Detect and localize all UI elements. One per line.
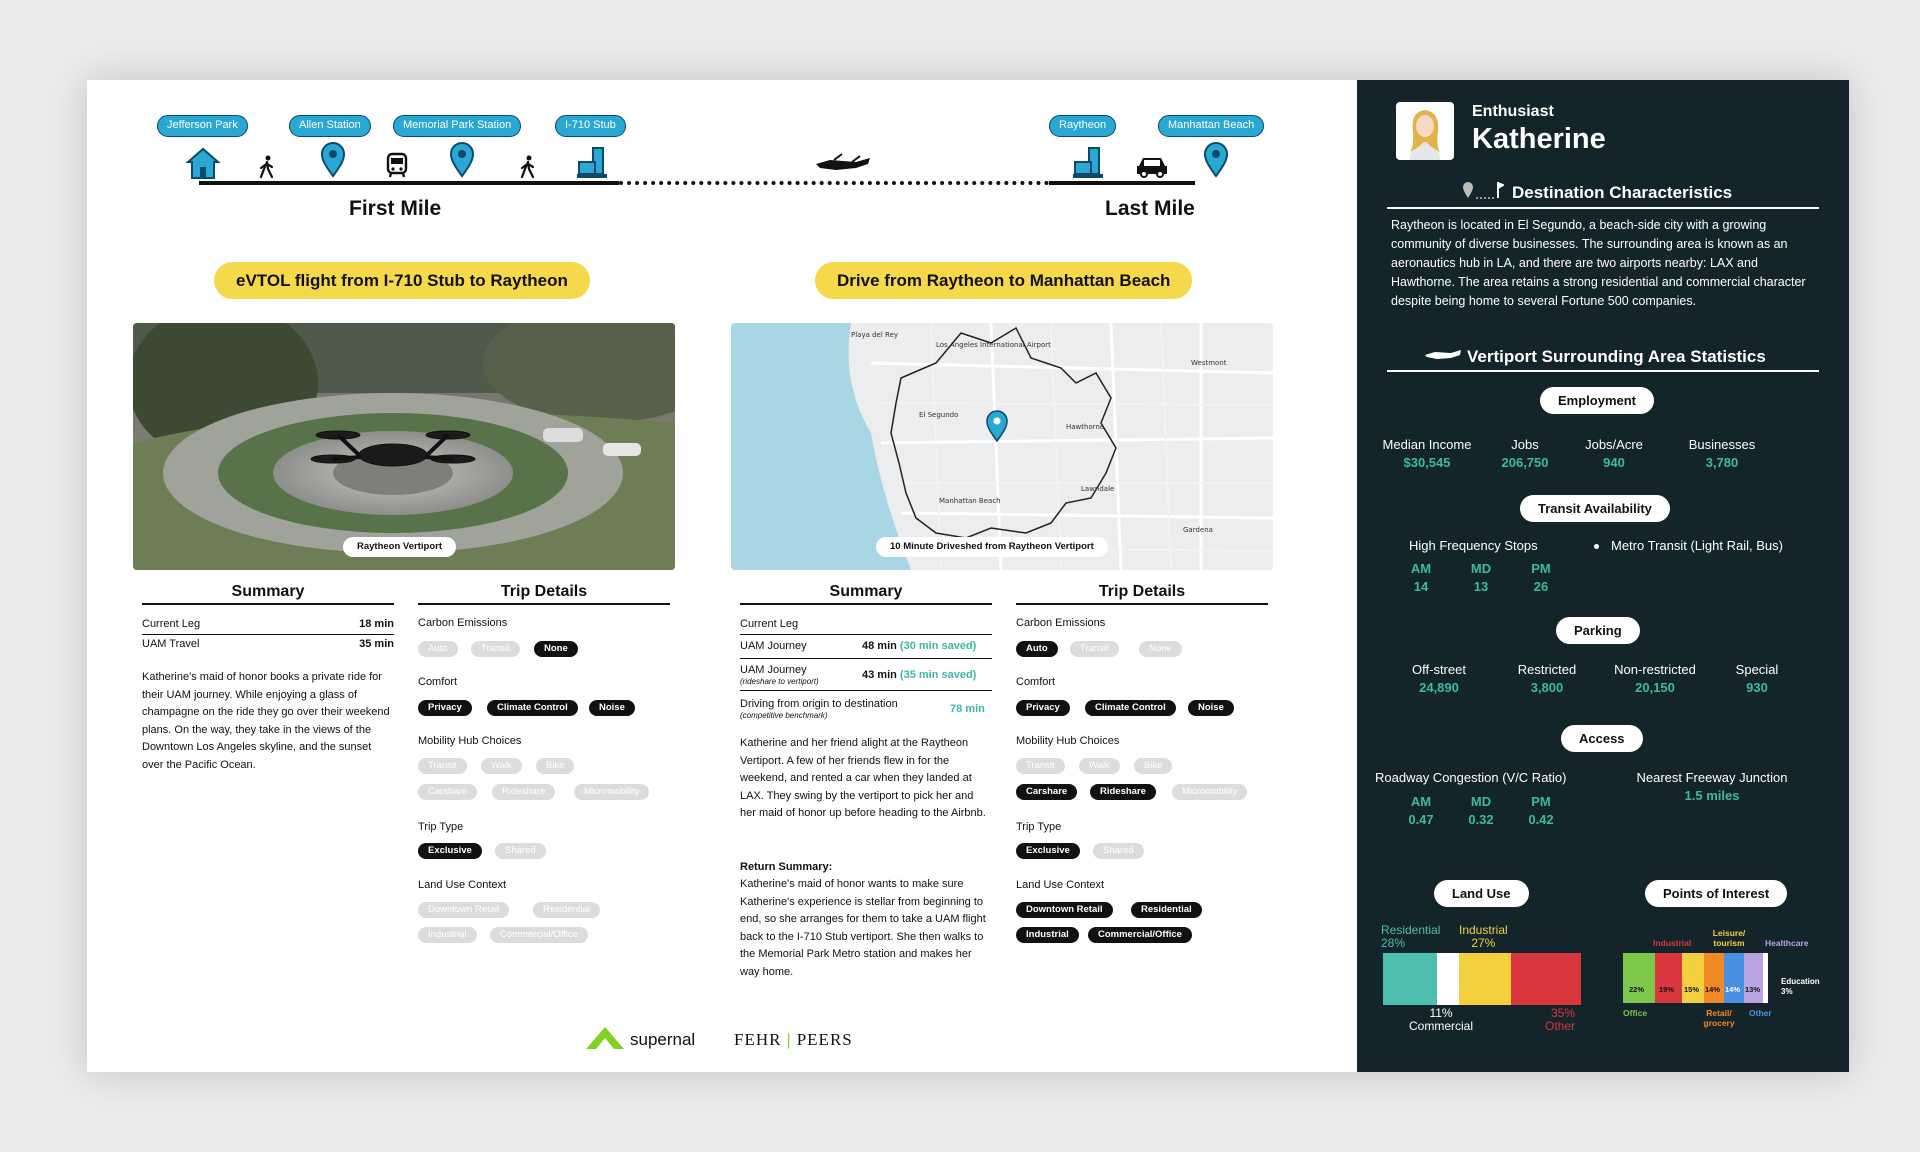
stat-label: Non-restricted [1614, 662, 1696, 677]
drive-chip-residential: Residential [1131, 902, 1202, 918]
poi-bar-leisure [1682, 953, 1704, 1003]
map-pin-icon-3 [1203, 142, 1229, 178]
drive-chip-commercial-office: Commercial/Office [1088, 927, 1192, 943]
map-label-lax: Los Angeles International Airport [936, 341, 1051, 349]
poi-other-label: Other [1749, 1008, 1772, 1018]
drive-chip-exclusive: Exclusive [1016, 843, 1080, 859]
uam-journey-value [862, 640, 976, 652]
drive-mobility-label: Mobility Hub Choices [1016, 735, 1120, 747]
chip-noise: Noise [589, 700, 635, 716]
parking-special [1717, 662, 1797, 695]
drive-chip-transit-2: Transit [1016, 758, 1065, 774]
period-label: AM [1410, 561, 1432, 576]
drive-current-leg: Current Leg [740, 618, 799, 630]
stop-i710-stub: I-710 Stub [555, 115, 626, 137]
chip-commercial-office: Commercial/Office [490, 927, 588, 943]
driving-note: (competitive benchmark) [740, 711, 828, 720]
stat-value: 20,150 [1635, 680, 1675, 695]
lu-bar-industrial [1459, 953, 1511, 1005]
stat-businesses [1672, 437, 1772, 470]
lu-other-pct: 35% [1550, 1006, 1576, 1020]
persona-panel [1357, 80, 1849, 1072]
stat-jobs-acre [1574, 437, 1654, 470]
chip-bike: Bike [536, 758, 574, 774]
uam-journey2-saved: (35 min saved) [899, 669, 977, 681]
parking-pill: Parking [1556, 617, 1640, 644]
first-mile-line [199, 181, 619, 185]
map-label-playa: Playa del Rey [851, 331, 899, 339]
summary-row-label: UAM Travel [142, 638, 200, 650]
poi-office-label: Office [1623, 1008, 1648, 1018]
freeway-value: 1.5 miles [1684, 788, 1740, 803]
drive-chip-carshare: Carshare [1016, 784, 1077, 800]
home-icon [185, 146, 221, 180]
persona-name: Katherine [1472, 123, 1606, 155]
poi-bar [1623, 953, 1777, 1003]
stats-heading: Vertiport Surrounding Area Statistics [1467, 347, 1766, 366]
transit-pill: Transit Availability [1520, 495, 1670, 522]
stat-value: 24,890 [1419, 680, 1459, 695]
bullet-dot [1594, 544, 1599, 549]
poi-bar-industrial [1655, 953, 1682, 1003]
document-sheet [87, 80, 1849, 1072]
chip-walk: Walk [481, 758, 522, 774]
return-heading: Return Summary: [740, 861, 833, 873]
drive-land-use-label: Land Use Context [1016, 879, 1105, 891]
poi-pct-other: 14% [1725, 985, 1741, 994]
stat-label: Jobs/Acre [1585, 437, 1643, 452]
period-value: 0.42 [1528, 812, 1554, 827]
land-use-label: Land Use Context [418, 879, 507, 891]
lu-residential-pct: 28% [1381, 936, 1406, 950]
period-label: PM [1531, 794, 1551, 809]
access-pm [1521, 794, 1561, 827]
map-label-hawthorne: Hawthorne [1066, 423, 1105, 431]
destination-rule [1387, 207, 1819, 209]
drive-comfort-label: Comfort [1016, 676, 1056, 688]
employment-pill: Employment [1540, 387, 1654, 414]
period-label: PM [1531, 561, 1551, 576]
drive-chip-climate-control: Climate Control [1085, 700, 1176, 716]
high-frequency-label: High Frequency Stops [1409, 538, 1538, 553]
drive-trip-details-heading: Trip Details [1016, 583, 1268, 605]
access-pill: Access [1561, 725, 1643, 752]
poi-education-label [1781, 977, 1820, 997]
chip-rideshare: Rideshare [492, 784, 555, 800]
chip-residential: Residential [533, 902, 600, 918]
stop-manhattan-beach: Manhattan Beach [1158, 115, 1264, 137]
vertiport-icon-2 [1071, 144, 1105, 180]
chip-climate-control: Climate Control [487, 700, 578, 716]
period-value: 0.32 [1468, 812, 1494, 827]
drive-trip-type-label: Trip Type [1016, 821, 1062, 833]
lu-residential-label [1381, 924, 1440, 950]
chip-shared: Shared [495, 843, 546, 859]
stat-label: Off-street [1412, 662, 1466, 677]
trip-type-label: Trip Type [418, 821, 464, 833]
drive-chip-rideshare: Rideshare [1090, 784, 1156, 800]
map-caption: 10 Minute Driveshed from Raytheon Vertiport [876, 537, 1108, 557]
driving-label: Driving from origin to destination [740, 698, 898, 710]
uam-journey2-value [862, 669, 976, 681]
access-am [1401, 794, 1441, 827]
stat-label: Restricted [1517, 662, 1577, 677]
poi-pill: Points of Interest [1645, 880, 1787, 907]
drive-chip-shared: Shared [1093, 843, 1144, 859]
stat-jobs [1485, 437, 1565, 470]
bus-icon [386, 152, 408, 178]
poi-pct-healthcare: 13% [1745, 985, 1761, 994]
chip-downtown-retail: Downtown Retail [418, 902, 509, 918]
stat-value: 940 [1603, 455, 1625, 470]
poi-bar-retail [1704, 953, 1724, 1003]
drive-chip-privacy: Privacy [1016, 700, 1070, 716]
poi-healthcare-label: Healthcare [1765, 938, 1809, 948]
lu-other-name: Other [1545, 1019, 1576, 1033]
freeway-junction [1612, 770, 1812, 803]
transit-am [1401, 561, 1441, 594]
fehr-peers-mark: | [781, 1030, 797, 1049]
poi-pct-office: 22% [1629, 985, 1645, 994]
period-label: MD [1470, 561, 1492, 576]
chip-transit: Transit [418, 758, 467, 774]
uam-journey-minutes: 48 min [862, 640, 897, 652]
period-label: MD [1470, 794, 1492, 809]
summary-paragraph: Katherine's maid of honor books a private ride for their UAM journey. While enjoying a glass of champagne on the ride they go over their weekend plans. On the way, they take in the views of the Downtown Los Angeles skyline, and the sunset over the Pacific Ocean. [142, 671, 390, 771]
poi-pct-leisure: 15% [1684, 985, 1700, 994]
poi-bar-healthcare [1744, 953, 1763, 1003]
carbon-label: Carbon Emissions [418, 617, 508, 629]
drive-chip-bike: Bike [1134, 758, 1172, 774]
lu-bar-other [1511, 953, 1581, 1005]
stat-value: 3,800 [1530, 680, 1564, 695]
land-use-bar [1383, 953, 1581, 1005]
freeway-label: Nearest Freeway Junction [1636, 770, 1788, 785]
stop-jefferson-park: Jefferson Park [157, 115, 248, 137]
supernal-logo-icon [584, 1023, 626, 1051]
summary-row-uam-travel [142, 638, 394, 650]
drive-chip-walk: Walk [1079, 758, 1120, 774]
stat-label: Special [1735, 662, 1779, 677]
flight-dashed-line [619, 181, 1049, 185]
map-label-manhattan: Manhattan Beach [939, 497, 1001, 505]
lu-commercial-pct: 11% [1429, 1006, 1453, 1020]
drive-divider-2 [740, 658, 992, 659]
destination-paragraph: Raytheon is located in El Segundo, a beach-side city with a growing community of diverse businesses. The surrounding area is known as an aeronautics hub in LA, and there are two airports nearby: LAX and Hawthorne. The area retains a strong residential and commercial character despite being home to several Fortune 500 companies. [1391, 218, 1806, 308]
poi-education-name: Education [1781, 977, 1820, 986]
uam-journey-label: UAM Journey [740, 640, 807, 652]
poi-bar-education [1763, 953, 1768, 1003]
vertiport-icon [575, 144, 609, 180]
chip-transit: Transit [471, 641, 520, 657]
poi-leisure-label: Leisure/ tourism [1712, 928, 1746, 948]
stat-value: $30,545 [1403, 455, 1451, 470]
stop-memorial-park: Memorial Park Station [393, 115, 521, 137]
period-value: 26 [1533, 579, 1549, 594]
chip-none: None [534, 641, 578, 657]
uam-journey-saved: (30 min saved) [899, 640, 977, 652]
lu-bar-commercial [1437, 953, 1459, 1005]
drive-chip-downtown-retail: Downtown Retail [1016, 902, 1113, 918]
drive-chip-micromobility: Micromobility [1172, 784, 1247, 800]
period-value: 14 [1413, 579, 1429, 594]
chip-industrial: Industrial [418, 927, 477, 943]
avatar [1396, 102, 1454, 160]
chip-carshare: Carshare [418, 784, 477, 800]
drive-chip-auto: Auto [1016, 641, 1058, 657]
lu-commercial-label [1409, 1007, 1473, 1033]
drive-chip-noise: Noise [1188, 700, 1234, 716]
lu-commercial-name: Commercial [1409, 1019, 1474, 1033]
land-use-pill: Land Use [1434, 880, 1529, 907]
lu-industrial-label [1459, 924, 1508, 950]
poi-bar-other [1724, 953, 1744, 1003]
stat-value: 206,750 [1501, 455, 1549, 470]
period-label: AM [1410, 794, 1432, 809]
chip-micromobility: Micromobility [574, 784, 649, 800]
parking-non-restricted [1600, 662, 1710, 695]
driving-value: 78 min [950, 703, 985, 715]
summary-row-value: 35 min [359, 638, 394, 650]
drive-chip-industrial: Industrial [1016, 927, 1079, 943]
poi-bar-office [1623, 953, 1655, 1003]
summary-row-label: Current Leg [142, 618, 201, 630]
poi-education-pct: 3% [1781, 987, 1793, 996]
map-label-gardena: Gardena [1183, 526, 1213, 534]
chip-exclusive: Exclusive [418, 843, 482, 859]
supernal-logo: supernal [630, 1030, 696, 1049]
last-mile-label: Last Mile [1105, 197, 1195, 220]
summary-row-value: 18 min [359, 618, 394, 630]
parking-restricted [1497, 662, 1597, 695]
map-pin-icon-2 [449, 142, 475, 178]
stat-label: Median Income [1382, 437, 1472, 452]
poi-industrial-label: Industrial [1653, 938, 1692, 948]
evtol-aircraft-icon [812, 152, 874, 178]
uam-journey2-label: UAM Journey [740, 664, 807, 676]
stop-allen-station: Allen Station [289, 115, 371, 137]
transit-pm [1521, 561, 1561, 594]
lu-industrial-pct: 27% [1471, 936, 1496, 950]
car-icon [1135, 154, 1169, 178]
drive-divider-3 [740, 690, 992, 691]
stat-label: Jobs [1511, 437, 1539, 452]
vertiport-render-image [133, 323, 675, 570]
drive-summary-heading: Summary [740, 583, 992, 605]
summary-heading: Summary [142, 583, 394, 605]
poi-retail-label: Retail/ grocery [1703, 1008, 1735, 1028]
lu-industrial-name: Industrial [1459, 923, 1508, 937]
drive-chip-none: None [1139, 641, 1182, 657]
lu-bar-residential [1383, 953, 1437, 1005]
poi-pct-retail: 14% [1705, 985, 1721, 994]
access-md [1461, 794, 1501, 827]
period-value: 0.47 [1408, 812, 1434, 827]
fehr-word: FEHR [734, 1030, 782, 1049]
persona-type: Enthusiast [1472, 103, 1554, 120]
poi-pct-industrial: 19% [1659, 985, 1675, 994]
map-label-westmont: Westmont [1191, 359, 1227, 367]
lu-other-label [1545, 1007, 1575, 1033]
walk-icon [259, 155, 275, 179]
drive-segment-title: Drive from Raytheon to Manhattan Beach [815, 262, 1192, 299]
stats-rule [1387, 370, 1819, 372]
stat-label: Businesses [1688, 437, 1756, 452]
vertiport-aircraft-icon [1423, 347, 1463, 363]
stat-value: 930 [1746, 680, 1768, 695]
vertiport-caption: Raytheon Vertiport [343, 537, 456, 557]
chip-privacy: Privacy [418, 700, 472, 716]
transit-md [1461, 561, 1501, 594]
summary-divider [142, 634, 394, 635]
journey-page [87, 80, 1357, 1072]
drive-divider-1 [740, 634, 992, 635]
map-pin-icon-4 [987, 411, 1007, 441]
walk-icon-2 [520, 155, 536, 179]
map-pin-icon [320, 142, 346, 178]
drive-carbon-label: Carbon Emissions [1016, 617, 1106, 629]
period-value: 13 [1473, 579, 1489, 594]
evtol-segment-title: eVTOL flight from I-710 Stub to Raytheon [214, 262, 590, 299]
fehr-peers-logo [734, 1030, 853, 1050]
map-label-lawndale: Lawndale [1081, 485, 1115, 493]
return-paragraph: Katherine's maid of honor wants to make sure Katherine's experience is stellar from beginning to end, so she arranges for them to take a UAM flight back to the I-710 Stub vertiport. She then walks to the Memorial Park Metro station and makes her way home. [740, 878, 986, 978]
summary-row-current-leg [142, 618, 394, 630]
mobility-label: Mobility Hub Choices [418, 735, 522, 747]
stat-value: 3,780 [1705, 455, 1739, 470]
trip-details-heading: Trip Details [418, 583, 670, 605]
lu-residential-name: Residential [1381, 923, 1441, 937]
uam-journey2-note: (rideshare to vertiport) [740, 677, 819, 686]
map-label-el-segundo: El Segundo [919, 411, 959, 419]
parking-off-street [1389, 662, 1489, 695]
comfort-label: Comfort [418, 676, 458, 688]
driveshed-map[interactable] [731, 323, 1273, 570]
last-mile-line [1049, 181, 1195, 185]
uam-journey2-minutes: 43 min [862, 669, 897, 681]
first-mile-label: First Mile [349, 197, 442, 220]
chip-auto: Auto [418, 641, 458, 657]
stat-median-income [1377, 437, 1477, 470]
drive-chip-transit: Transit [1070, 641, 1119, 657]
stop-raytheon: Raytheon [1049, 115, 1116, 137]
congestion-label: Roadway Congestion (V/C Ratio) [1375, 770, 1567, 785]
destination-heading: Destination Characteristics [1512, 183, 1733, 202]
metro-transit-bullet: Metro Transit (Light Rail, Bus) [1611, 538, 1783, 553]
peers-word: PEERS [796, 1030, 853, 1049]
drive-paragraph: Katherine and her friend alight at the Raytheon Vertiport. A few of her friends flew in for the weekend, and rented a car when they landed at LAX. They swing by the vertiport to pick her and her maid of honor up before heading to the Airbnb. [740, 737, 986, 819]
destination-pin-icon [1462, 180, 1504, 202]
